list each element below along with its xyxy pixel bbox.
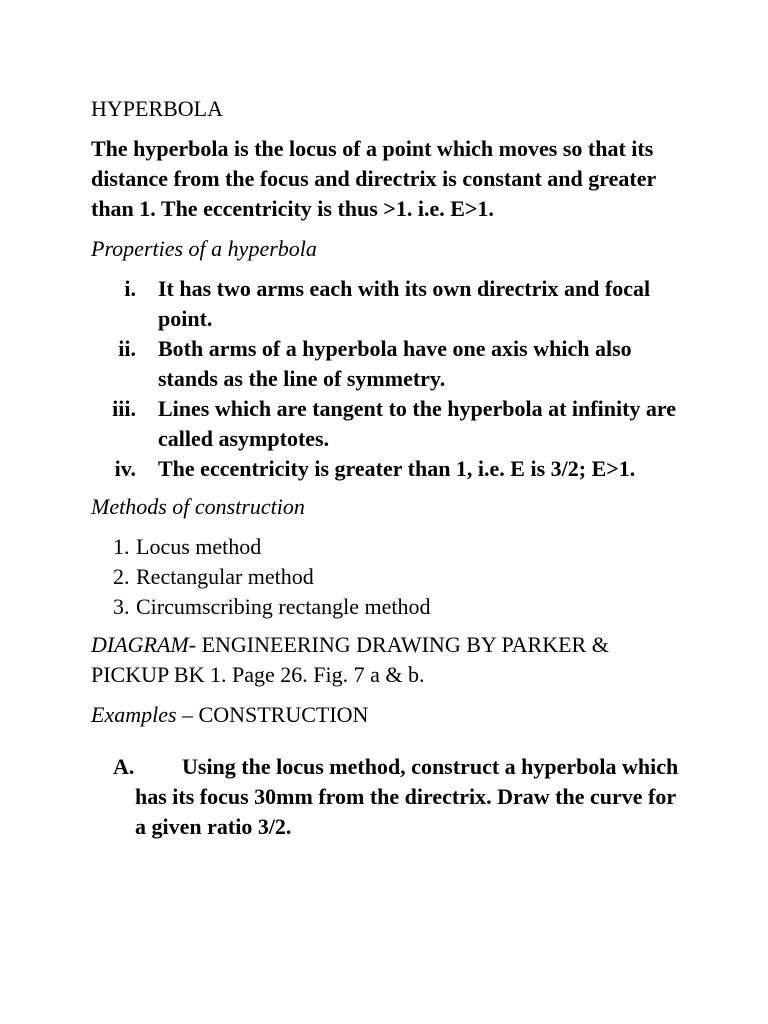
- examples-heading: [91, 700, 691, 730]
- diagram-text: - ENGINEERING DRAWING BY PARKER & PICKUP BK 1. Page 26. Fig. 7 a & b.: [91, 632, 609, 687]
- methods-heading: Methods of construction: [91, 494, 305, 519]
- properties-heading: Properties of a hyperbola: [91, 236, 317, 261]
- properties-list: [91, 274, 691, 484]
- list-item: [91, 562, 691, 592]
- examples-text: – CONSTRUCTION: [176, 702, 369, 727]
- list-item: [91, 274, 691, 334]
- list-marker: 2.: [113, 564, 130, 589]
- diagram-lead: DIAGRAM: [91, 632, 189, 657]
- example-item: [113, 752, 691, 842]
- list-marker: i.: [124, 276, 136, 301]
- list-item-text: Lines which are tangent to the hyperbola at infinity are called asymptotes.: [158, 396, 677, 451]
- intro-paragraph: The hyperbola is the locus of a point which moves so that its distance from the focus and directrix is constant and greater than 1. The eccentricity is thus >1. i.e. E>1.: [91, 136, 656, 221]
- list-item: [91, 334, 691, 394]
- list-item: [91, 592, 691, 622]
- list-item-text: It has two arms each with its own directrix and focal point.: [158, 276, 651, 331]
- example-text: Using the locus method, construct a hyperbola which has its focus 30mm from the directrix. Draw the curve for a given ratio 3/2.: [135, 754, 679, 839]
- list-marker: ii.: [118, 336, 136, 361]
- diagram-reference: [91, 630, 691, 690]
- document-body: [91, 94, 691, 864]
- list-item-text: The eccentricity is greater than 1, i.e. E is 3/2; E>1.: [158, 456, 636, 481]
- list-item-text: Both arms of a hyperbola have one axis which also stands as the line of symmetry.: [158, 336, 632, 391]
- examples-lead: Examples: [91, 702, 177, 727]
- list-item: [91, 532, 691, 562]
- list-item: [91, 394, 691, 454]
- list-marker: 1.: [113, 534, 130, 559]
- list-item-text: Rectangular method: [136, 564, 314, 589]
- page-title: HYPERBOLA: [91, 96, 224, 121]
- list-marker: iv.: [114, 456, 136, 481]
- list-marker: iii.: [112, 396, 136, 421]
- list-item-text: Circumscribing rectangle method: [136, 594, 431, 619]
- example-marker: A.: [113, 754, 135, 779]
- list-item-text: Locus method: [136, 534, 262, 559]
- list-item: [91, 454, 691, 484]
- list-marker: 3.: [113, 594, 130, 619]
- methods-list: [91, 532, 691, 622]
